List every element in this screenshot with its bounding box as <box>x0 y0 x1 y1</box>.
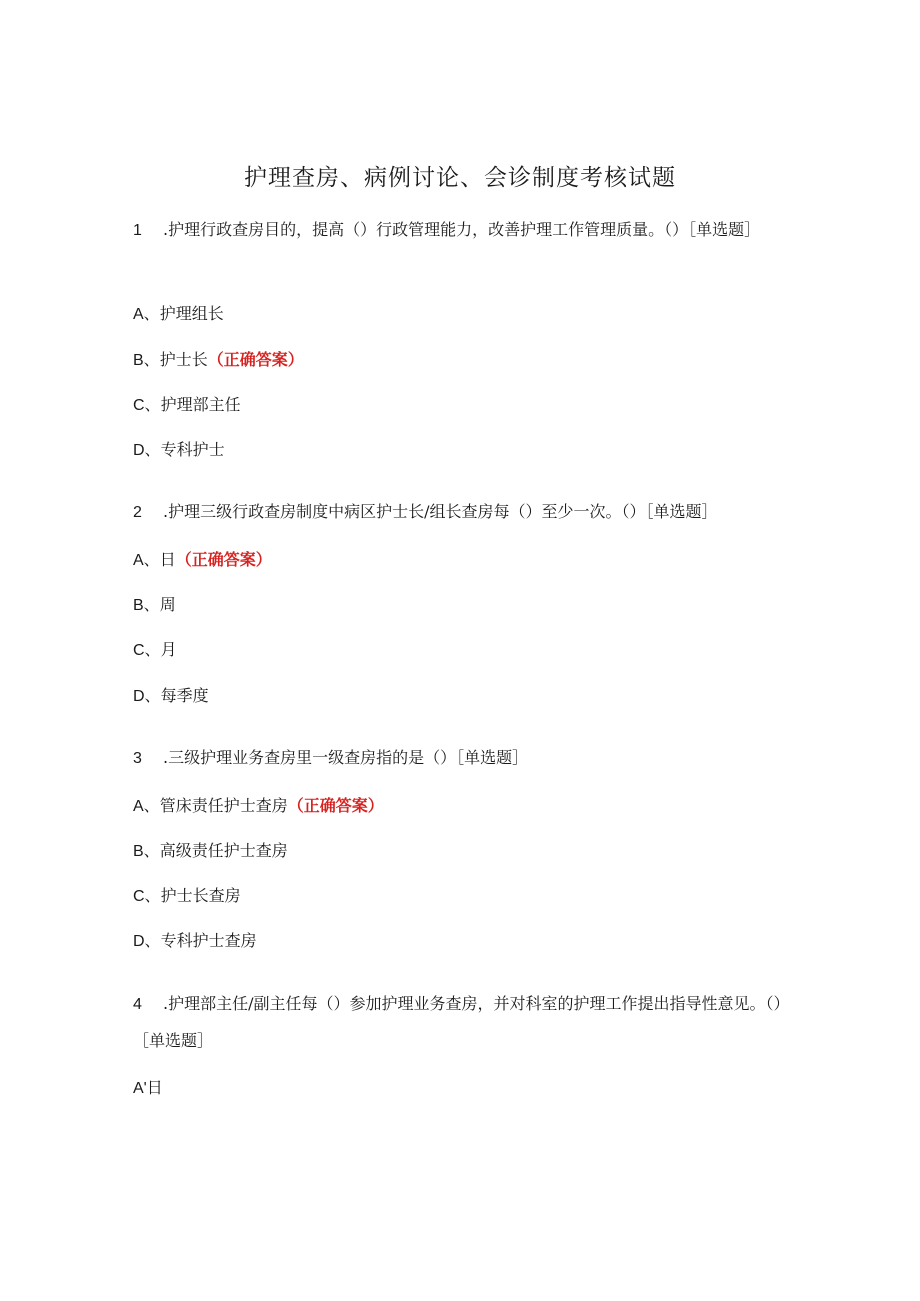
q3-option-c[interactable] <box>133 884 783 909</box>
option-letter: D、 <box>133 442 161 459</box>
option-text: 月 <box>160 640 177 659</box>
option-letter: B、 <box>133 843 160 860</box>
option-letter: A' <box>133 1080 147 1097</box>
option-text: 护士长查房 <box>160 886 241 905</box>
q1-option-d[interactable] <box>133 438 783 463</box>
question-3 <box>133 740 783 777</box>
option-letter: C、 <box>133 642 161 659</box>
q4-option-a[interactable] <box>133 1076 783 1101</box>
option-letter: D、 <box>133 688 161 705</box>
option-text: 护士长 <box>159 350 208 369</box>
option-text: 周 <box>159 595 176 614</box>
q1-option-b[interactable] <box>133 348 783 373</box>
option-text: 管床责任护士查房 <box>159 796 288 815</box>
option-letter: B、 <box>133 597 160 614</box>
q2-option-b[interactable] <box>133 593 783 618</box>
question-text: .护理行政查房目的，提高（）行政管理能力，改善护理工作管理质量。（）［单选题］ <box>163 220 761 239</box>
question-number: 1 <box>133 222 142 239</box>
option-text: 高级责任护士查房 <box>159 841 288 860</box>
correct-answer-mark: （正确答案） <box>175 550 272 569</box>
document-title: 护理查房、病例讨论、会诊制度考核试题 <box>244 165 676 191</box>
option-letter: A、 <box>133 552 160 569</box>
q1-option-a[interactable] <box>133 302 783 327</box>
question-2 <box>133 494 783 531</box>
option-text: 专科护士查房 <box>160 931 257 950</box>
q2-option-a[interactable] <box>133 548 783 573</box>
option-letter: C、 <box>133 397 161 414</box>
option-text: 日 <box>146 1078 163 1097</box>
option-text: 专科护士 <box>160 440 225 459</box>
question-text: .护理三级行政查房制度中病区护士长/组长查房每（）至少一次。（）［单选题］ <box>163 502 718 521</box>
q2-option-d[interactable] <box>133 684 783 709</box>
q1-option-c[interactable] <box>133 393 783 418</box>
correct-answer-mark: （正确答案） <box>207 350 304 369</box>
option-text: 每季度 <box>160 686 209 705</box>
question-4 <box>133 986 783 1059</box>
q2-option-c[interactable] <box>133 638 783 663</box>
question-1 <box>133 212 783 249</box>
question-number: 4 <box>133 996 142 1013</box>
q3-option-d[interactable] <box>133 929 783 954</box>
question-number: 2 <box>133 504 142 521</box>
q3-option-b[interactable] <box>133 839 783 864</box>
question-text: .三级护理业务查房里一级查房指的是（）［单选题］ <box>163 748 529 767</box>
option-text: 日 <box>159 550 176 569</box>
option-letter: A、 <box>133 306 160 323</box>
option-text: 护理组长 <box>159 304 224 323</box>
option-letter: B、 <box>133 352 160 369</box>
option-letter: D、 <box>133 933 161 950</box>
correct-answer-mark: （正确答案） <box>287 796 384 815</box>
option-letter: A、 <box>133 798 160 815</box>
option-text: 护理部主任 <box>160 395 241 414</box>
option-letter: C、 <box>133 888 161 905</box>
question-number: 3 <box>133 750 142 767</box>
q3-option-a[interactable] <box>133 794 783 819</box>
question-text: .护理部主任/副主任每（）参加护理业务查房，并对科室的护理工作提出指导性意见。（）［单选题］ <box>133 994 782 1050</box>
